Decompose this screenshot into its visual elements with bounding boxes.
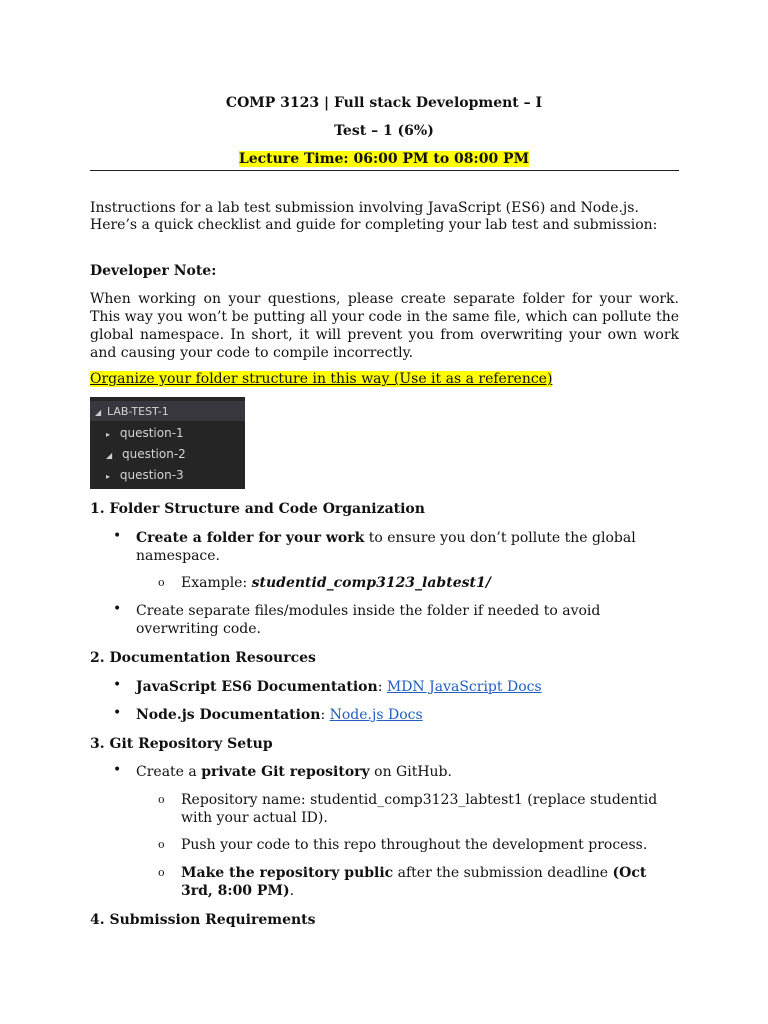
s3-sub-3-line2	[181, 882, 294, 900]
header-divider	[90, 170, 679, 171]
s1-example-value: studentid_comp3123_labtest1/	[251, 575, 491, 591]
s3-sub-1-line1: Repository name: studentid_comp3123_labtest1 (replace studentid	[181, 792, 658, 808]
intro-line-1: Instructions for a lab test submission involving JavaScript (ES6) and Node.js.	[90, 200, 639, 216]
s3-bullet-1-bold: private Git repository	[201, 764, 370, 780]
explorer-item-question-1	[106, 423, 184, 443]
explorer-item-question-3	[106, 465, 184, 485]
lecture-time-text: Lecture Time: 06:00 PM to 08:00 PM	[238, 151, 530, 167]
s3-sub-1-line2: with your actual ID).	[181, 810, 328, 826]
s2-bullet-1	[136, 678, 542, 696]
test-title: Test – 1 (6%)	[334, 123, 434, 139]
sub-bullet-icon: o	[158, 838, 165, 851]
expand-arrow-icon: ▸	[106, 430, 111, 439]
s3-sub-2: Push your code to this repo throughout the development process.	[181, 837, 648, 853]
bullet-icon: •	[113, 528, 122, 544]
s1-example-label: Example:	[181, 575, 252, 591]
s2-bullet-1-bold: JavaScript ES6 Documentation	[136, 679, 378, 695]
bullet-icon: •	[113, 601, 122, 617]
explorer-item-label: question-1	[119, 426, 184, 440]
s1-bullet-1-rest: to ensure you don’t pollute the global	[364, 530, 636, 546]
intro-line-2: Here’s a quick checklist and guide for completing your lab test and submission:	[90, 217, 658, 233]
s3-sub-3-deadline-end: 3rd, 8:00 PM)	[181, 883, 290, 899]
sub-bullet-icon: o	[158, 793, 165, 806]
s2-bullet-1-sep: :	[377, 679, 387, 695]
s3-bullet-1-post: on GitHub.	[369, 764, 452, 780]
lecture-time	[0, 150, 768, 168]
folder-structure-note	[90, 370, 552, 388]
folder-structure-note-text: Organize your folder structure in this way (Use it as a reference)	[90, 371, 553, 387]
folder-explorer-image	[90, 397, 245, 489]
s1-bullet-1	[136, 529, 696, 547]
explorer-item-label: question-3	[119, 468, 184, 482]
section-2-title: 2. Documentation Resources	[90, 650, 316, 666]
collapse-arrow-icon: ◢	[106, 451, 113, 460]
s1-sub-bullet-1	[181, 574, 491, 592]
s2-bullet-2	[136, 706, 423, 724]
s1-bullet-1-line2: namespace.	[136, 548, 220, 564]
mdn-docs-link[interactable]: MDN JavaScript Docs	[386, 679, 542, 695]
s1-bullet-2-line2: overwriting code.	[136, 621, 261, 637]
bullet-icon: •	[113, 677, 122, 693]
s2-bullet-2-bold: Node.js Documentation	[136, 707, 321, 723]
section-3-title: 3. Git Repository Setup	[90, 736, 273, 752]
sub-bullet-icon: o	[158, 866, 165, 879]
expand-arrow-icon: ▸	[106, 472, 111, 481]
bullet-icon: •	[113, 762, 122, 778]
bullet-icon: •	[113, 705, 122, 721]
nodejs-docs-link[interactable]: Node.js Docs	[329, 707, 423, 723]
section-1-title: 1. Folder Structure and Code Organization	[90, 501, 425, 517]
explorer-item-label: question-2	[121, 447, 186, 461]
course-title: COMP 3123 | Full stack Development – I	[225, 95, 543, 111]
s1-bullet-2-line1: Create separate files/modules inside the folder if needed to avoid	[136, 603, 601, 619]
s1-bullet-1-bold: Create a folder for your work	[136, 530, 365, 546]
developer-note-body: When working on your questions, please create separate folder for your work. This way you won’t be putting all your code in the same file, which can pollute the global namespace. In short, it will prevent you from overwriting your own work and causing your code to compile incorrectly.	[90, 291, 679, 361]
s3-sub-3-period: .	[289, 883, 295, 899]
explorer-root	[95, 401, 169, 421]
developer-note-heading: Developer Note:	[90, 263, 217, 279]
section-4-title: 4. Submission Requirements	[90, 912, 316, 928]
explorer-item-question-2	[106, 444, 186, 464]
s3-sub-3-bold: Make the repository public	[181, 865, 394, 881]
collapse-arrow-icon: ◢	[95, 408, 102, 417]
sub-bullet-icon: o	[158, 576, 165, 589]
explorer-root-label: LAB-TEST-1	[106, 405, 169, 418]
s2-bullet-2-sep: :	[320, 707, 330, 723]
s3-sub-3-rest: after the submission deadline	[393, 865, 613, 881]
s3-sub-3-deadline-start: (Oct	[612, 865, 647, 881]
s3-bullet-1	[136, 763, 452, 781]
s3-bullet-1-pre: Create a	[136, 764, 202, 780]
s3-sub-3-line1	[181, 864, 681, 882]
